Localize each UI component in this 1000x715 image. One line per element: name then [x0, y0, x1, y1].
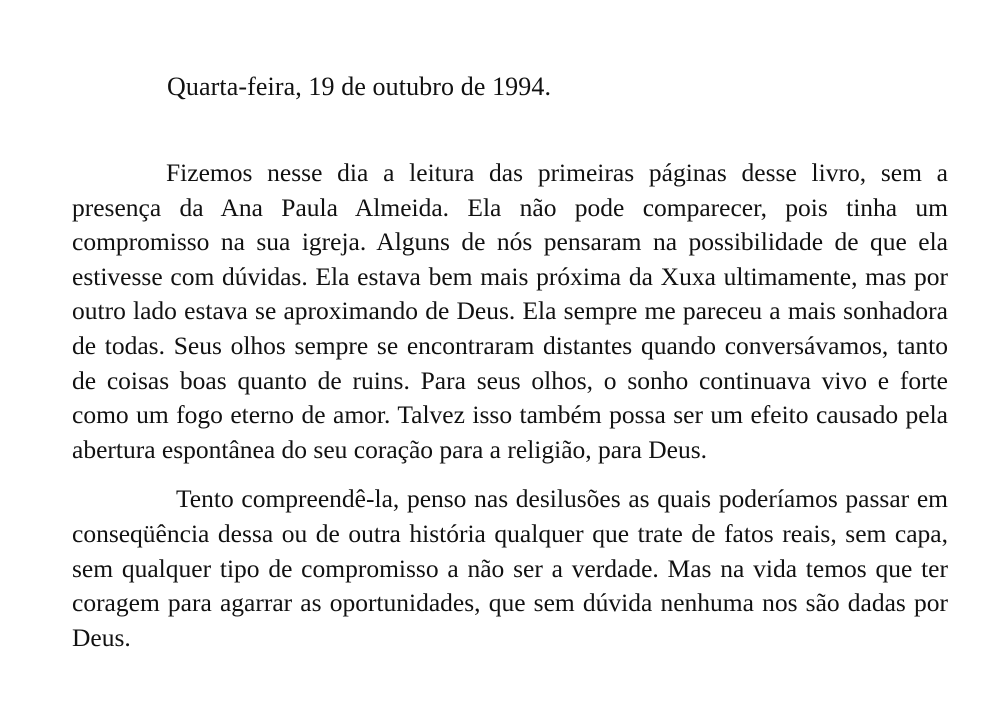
- paragraph-2: Tento compreendê-la, penso nas desilusões as quais poderíamos passar em conseqüência dessa ou de outra história qualquer que trate de fatos reais, sem capa, sem qualquer tipo de compromisso a não ser a verdade. Mas na vida temos que ter coragem para agarrar as oportunidades, que sem dúvida nenhuma nos são dadas por Deus.: [72, 484, 948, 652]
- paragraph-1: Fizemos nesse dia a leitura das primeiras páginas desse livro, sem a presença da Ana Paula Almeida. Ela não pode comparecer, pois tinha um compromisso na sua igreja. Alguns de nós pensaram na possibilidade de que ela estivesse com dúvidas. Ela estava bem mais próxima da Xuxa ultimamente, mas por outro lado estava se aproximando de Deus. Ela sempre me pareceu a mais sonhadora de todas. Seus olhos sempre se encontraram distantes quando conversávamos, tanto de coisas boas quanto de ruins. Para seus olhos, o sonho continuava vivo e forte como um fogo eterno de amor. Talvez isso também possa ser um efeito causado pela abertura espontânea do seu coração para a religião, para Deus.: [72, 158, 948, 464]
- date-line: Quarta-feira, 19 de outubro de 1994.: [167, 72, 552, 101]
- document-page: [72, 70, 948, 655]
